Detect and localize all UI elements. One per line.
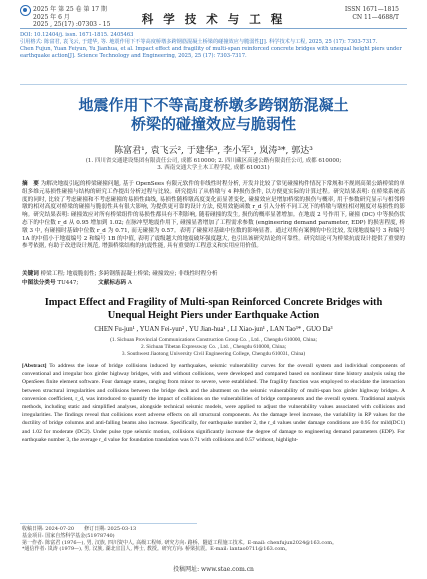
abstract-zh-text: 为解决地震引起的桥梁碰撞问题, 基于 OpenSees 有限元软件的非线性时程分析, 开发并比较了常见碰撞构件情况下常规和不规则高架公路桥梁的单组多维元易损性碰撞与结构的研究工作提出分析过程与比较。研究提出了从桥墩与 4 种损伤条件, 以方便更实际的计算过程。研究结果表明: 在桥梁系统高度的同时, 比较了考虑碰撞和不考虑碰撞的易损性曲线, 易损性随桥墩高度变化而显著变化, 碰撞效应是增加桥梁的损伤与概率, 用于参数研究显示与相邻桥墩的相对高度对桥梁的碰撞与脆弱性具有很大影响, 为提供更可靠的设计方法, 使用效能函数 r_d 引入分析不同工况下的桥墩与墩柱相对刚度对易损性的影响。研究结果表明: 碰撞效应对所有桥梁组件的易损性都具有不利影响, 随着碰撞的发生, 损伤的概率显著增加。在地震 2 号作用下, 碰撞 (DC) 中等损伤状态下的中位数 r_d 从 0.95 增加到 1.02; 在脉冲型地震作用下, 碰撞显著增加了工程需求参数 (engineering demand parameter, EDP) 的损害程度, 桥墩 3 中, 有碰撞时基础中位数 r_d 为 0.71, 而无碰撞为 0.57。表明了碰撞对基础中位数的影响显著。通过对所有案例的中位比较, 发现地震编号 3 和编号 1A 的中值小于地震编号 2 和编号 1B 的中值, 表明了震级越大的地震破坏强度越大, 也引出该研究结论的可靠性。研究结论可为桥梁抗震设计提供了重要的参考依据, 有助于改进设计规范, 增强桥梁结构的抗震性能, 具有重要的工程意义和实用应用价值。 xyxy=(22,181,405,250)
title-en-line2: Unequal Height Piers under Earthquake Action xyxy=(107,310,320,321)
affiliations-en xyxy=(0,337,427,358)
title-en xyxy=(0,296,427,322)
affiliation-en-line1: (1. Sichuan Provincial Communications Construction Group Co. , Ltd. , Chengdu 610000, China; xyxy=(110,337,317,343)
authors-zh: 陈富君¹, 袁飞云², 于建华³, 李小军¹, 岚涛³*, 郭达³ xyxy=(114,146,313,156)
authors-en: CHEN Fu-jun¹ , YUAN Fei-yun² , YU Jian-hua¹ , LI Xiao-jun¹ , LAN Tao³* , GUO Da³ xyxy=(94,326,333,333)
citation-zh: 引用格式: 陈富君, 袁飞云, 于建华, 等. 地震作用下不等高度桥墩多跨钢筋混凝土桥梁的碰撞效应与脆弱性[J]. 科学技术与工程, 2025, 25 (17): 7303-7317. xyxy=(20,39,378,45)
fund-note: 基金项目: 国家自然科学基金(51978740) xyxy=(22,532,115,539)
clc-label: 中图法分类号 xyxy=(22,280,56,286)
doi: DOI: 10.12404/j. issn. 1671-1815. 2405463 xyxy=(20,32,134,38)
received-date: 收稿日期: 2024-07-20 修订日期: 2025-03-13 xyxy=(22,526,137,532)
title-en-line1: Impact Effect and Fragility of Multi-span Reinforced Concrete Bridges with xyxy=(44,297,383,308)
abstract-zh xyxy=(22,181,405,251)
footnotes xyxy=(22,526,405,553)
affiliation-zh-line1: (1. 四川省交通建设集团有限责任公司, 成都 610000; 2. 四川藏区高速公路有限责任公司, 成都 610000; xyxy=(85,158,342,164)
header-volume-line: 2025 年 xyxy=(33,6,57,13)
footer-url: 投稿网址: www.stae.com.cn xyxy=(173,566,254,573)
cn-code: CN 11—4688/T xyxy=(352,13,399,21)
clc-value: TU447; xyxy=(57,280,79,286)
doc-code-value: A xyxy=(127,280,132,286)
citation-block xyxy=(20,32,407,60)
title-zh-line1: 地震作用下不等高度桥墩多跨钢筋混凝土 xyxy=(78,96,349,114)
title-zh xyxy=(0,96,427,134)
affiliation-en-line2: 2. Sichuan Tibetan Expressway Co. , Ltd. , Chengdu 610000, China; xyxy=(140,344,287,350)
abstract-en-label: [Abstract] xyxy=(22,363,47,369)
affiliations-zh xyxy=(0,158,427,172)
keywords-zh-label: 关键词 xyxy=(22,271,39,277)
corresponding-author-note: *通信作者: 岚涛 (1979—), 男, 汉族, 湖北宜昌人, 博士, 教授。研究方向: 桥梁抗震。E-mail: lantao0711@163.com。 xyxy=(22,546,290,553)
footnote-rule xyxy=(20,523,197,524)
citation-rule xyxy=(20,84,407,85)
journal-title: 科 学 技 术 与 工 程 xyxy=(141,12,286,26)
keywords-zh-text: 桥梁工程; 地震脆弱性; 多跨钢筋混凝土桥梁; 碰撞效应; 非线性时程分析 xyxy=(40,271,218,277)
keywords-zh xyxy=(22,271,405,279)
first-author-note: 第一作者: 陈富君 (1976—), 男, 汉族, 四川资中人, 高级工程师, 研究方向: 路桥、隧道工程施工技术。E-mail: chenfujun2024@163.com。 xyxy=(22,539,337,546)
affiliation-en-line3: 3. Southwest Jiaotong University Civil Engineering College, Chengdu 610031, China) xyxy=(121,351,306,357)
title-zh-line2: 桥梁的碰撞效应与脆弱性 xyxy=(130,115,296,133)
abstract-en-text: To address the issue of bridge collisions induced by earthquakes, seismic vulnerability curves for the overall system and individual components of conventional and irregular box girder highway bridges, with and without collisions, were developed and compared based on nonlinear time history analysis using the OpenSees finite element software. Four damage states, ranging from minor to severe, were established. The fragility function was employed to elucidate the interaction between structural irregularities and collisions between the bridge deck and the abutment on the seismic vulnerability of multi-span box girder highway bridges. A conversion coefficient, r_d, was introduced to quantify the impact of collisions on the vulnerabilities of bridge components and the overall system. Traditional analysis methods, including static and simplified analyses, alongside technical seismic models, were applied to adjust the vulnerability values associated with collisions and irregularities. The findings reveal that collisions exert adverse effects on all structural components. As the damage level increase, the variability in RP values for the ductility of bridge columns and anti-falling beams also increase. Specifically, for earthquake number 2, the r_d values under damage conditions are 0.95 for mild(DC1) and 1.02 for moderate (DC2). Under pulse type seismic motion, collisions significantly increase the degree of damage to engineering demand parameters (EDP). For earthquake number 3, the average r_d value for foundation translation was 0.71 with collisions and 0.57 without, highlight- xyxy=(22,363,405,443)
doc-code-label: 文献标志码 xyxy=(98,280,127,286)
abstract-en xyxy=(22,362,405,444)
header-codes xyxy=(345,6,399,21)
header-date: 2025 年 6 月 xyxy=(33,13,70,21)
header-issue-line: 第 25 卷 第 17 期 xyxy=(58,6,107,13)
affiliation-zh-line2: 3. 西南交通大学土木工程学院, 成都 610031) xyxy=(157,165,270,171)
citation-en: Chen Fujun, Yuan Feiyun, Yu Jianhua, et al. Impact effect and fragility of multi-span reinforced concrete bridges with unequal height piers under earthquake action[J]. Science Technology and Engineering, 2025, 25 (17): 7303-7317. xyxy=(20,46,402,59)
abstract-zh-label: 摘 要 xyxy=(22,181,39,187)
issn: ISSN 1671—1815 xyxy=(344,6,399,13)
header-info: 2025 , 25(17) :07303 - 15 xyxy=(33,21,111,28)
classification-zh xyxy=(22,280,405,288)
header-rule xyxy=(20,28,407,29)
